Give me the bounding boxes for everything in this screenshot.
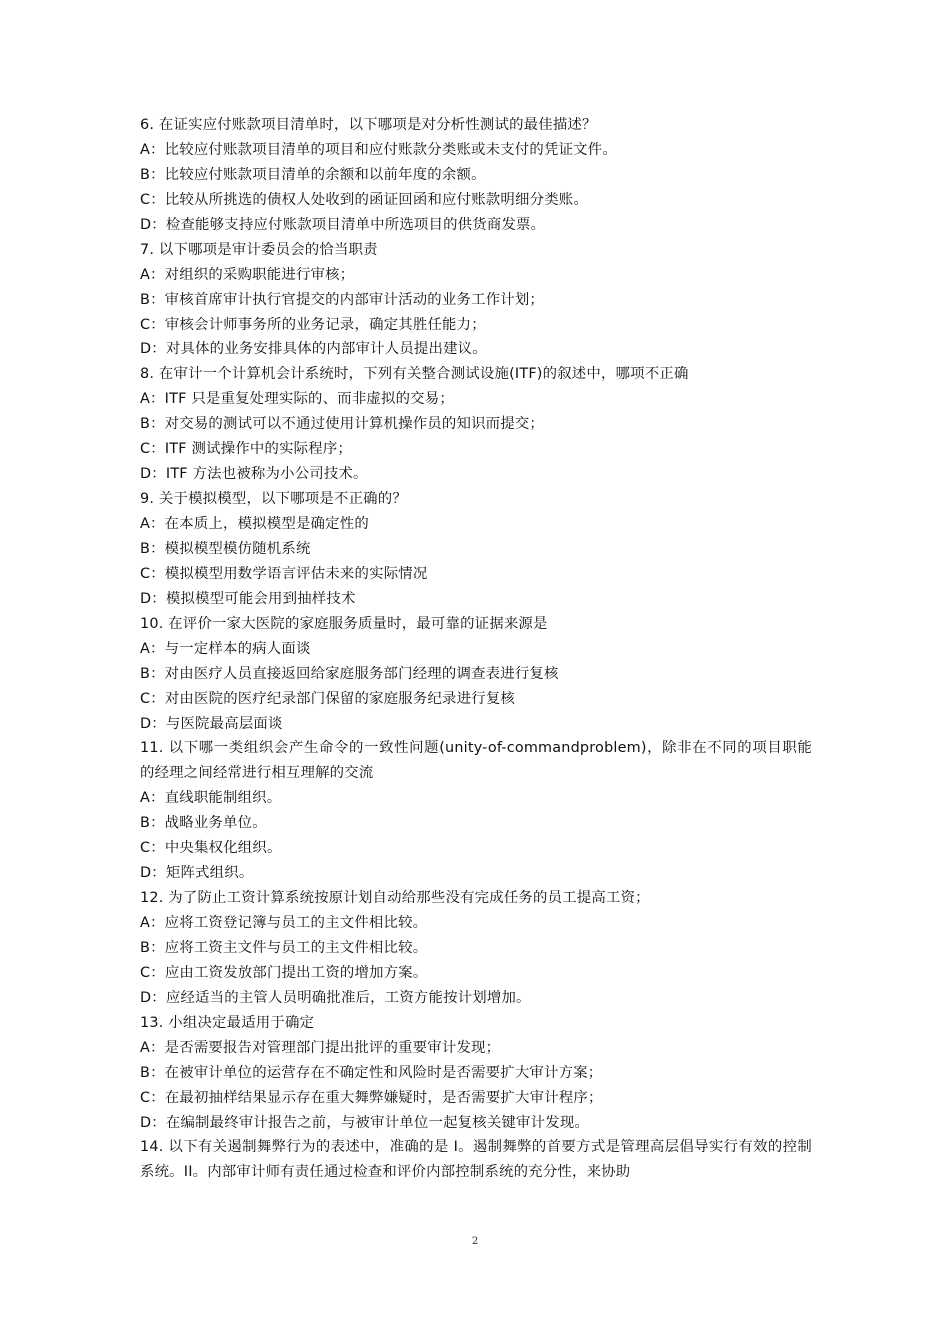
question-7: 7. 以下哪项是审计委员会的恰当职责 [140,241,378,258]
option-10c: C：对由医院的医疗纪录部门保留的家庭服务纪录进行复核 [140,690,516,707]
option-12d: D：应经适当的主管人员明确批准后，工资方能按计划增加。 [140,989,531,1006]
question-9: 9. 关于模拟模型，以下哪项是不正确的？ [140,491,407,508]
option-13c: C：在最初抽样结果显示存在重大舞弊嫌疑时，是否需要扩大审计程序； [140,1089,603,1106]
question-8: 8. 在审计一个计算机会计系统时，下列有关整合测试设施(ITF)的叙述中，哪项不正确 [140,366,689,383]
option-12c: C：应由工资发放部门提出工资的增加方案。 [140,964,428,981]
page-number: 2 [471,1236,479,1247]
option-11a: A：直线职能制组织。 [140,790,282,807]
option-10a: A：与一定样本的病人面谈 [140,640,311,657]
option-6a: A：比较应付账款项目清单的项目和应付账款分类账或未支付的凭证文件。 [140,141,617,158]
option-13a: A：是否需要报告对管理部门提出批评的重要审计发现； [140,1039,501,1056]
option-10b: B：对由医疗人员直接返回给家庭服务部门经理的调查表进行复核 [140,665,559,682]
question-12: 12. 为了防止工资计算系统按原计划自动给那些没有完成任务的员工提高工资； [140,890,650,907]
option-11d: D：矩阵式组织。 [140,865,254,882]
question-14: 14. 以下有关遏制舞弊行为的表述中，准确的是 I。遏制舞弊的首要方式是管理高层倡导实行有效的控制系统。II。内部审计师有责任通过检查和评价内部控制系统的充分性，来协助 [140,1139,812,1181]
option-13b: B：在被审计单位的运营存在不确定性和风险时是否需要扩大审计方案； [140,1064,603,1081]
option-8c: C：ITF 测试操作中的实际程序； [140,441,353,458]
option-12a: A：应将工资登记簿与员工的主文件相比较。 [140,915,428,932]
option-7d: D：对具体的业务安排具体的内部审计人员提出建议。 [140,341,487,358]
option-7c: C：审核会计师事务所的业务记录，确定其胜任能力； [140,316,486,333]
question-10: 10. 在评价一家大医院的家庭服务质量时，最可靠的证据来源是 [140,615,548,632]
option-7a: A：对组织的采购职能进行审核； [140,266,355,283]
option-6b: B：比较应付账款项目清单的余额和以前年度的余额。 [140,166,486,183]
document-body [140,113,812,1185]
option-13d: D：在编制最终审计报告之前，与被审计单位一起复核关键审计发现。 [140,1114,590,1131]
question-6: 6. 在证实应付账款项目清单时，以下哪项是对分析性测试的最佳描述？ [140,117,597,133]
option-9a: A：在本质上，模拟模型是确定性的 [140,516,369,532]
option-7b: B：审核首席审计执行官提交的内部审计活动的业务工作计划； [140,291,545,308]
option-9c: C：模拟模型用数学语言评估未来的实际情况 [140,565,428,582]
option-9d: D：模拟模型可能会用到抽样技术 [140,590,356,607]
option-8b: B：对交易的测试可以不通过使用计算机操作员的知识而提交； [140,416,545,433]
option-10d: D：与医院最高层面谈 [140,715,283,732]
option-9b: B：模拟模型模仿随机系统 [140,540,311,557]
option-8a: A：ITF 只是重复处理实际的、而非虚拟的交易； [140,391,454,408]
option-8d: D：ITF 方法也被称为小公司技术。 [140,466,368,483]
question-11: 11. 以下哪一类组织会产生命令的一致性问题(unity-of-commandproblem)，除非在不同的项目职能的经理之间经常进行相互理解的交流 [140,740,812,782]
option-11b: B：战略业务单位。 [140,815,267,832]
option-6c: C：比较从所挑选的债权人处收到的函证回函和应付账款明细分类账。 [140,191,588,208]
option-6d: D：检查能够支持应付账款项目清单中所选项目的供货商发票。 [140,216,546,233]
option-11c: C：中央集权化组织。 [140,840,282,857]
option-12b: B：应将工资主文件与员工的主文件相比较。 [140,939,428,956]
question-13: 13. 小组决定最适用于确定 [140,1014,315,1031]
